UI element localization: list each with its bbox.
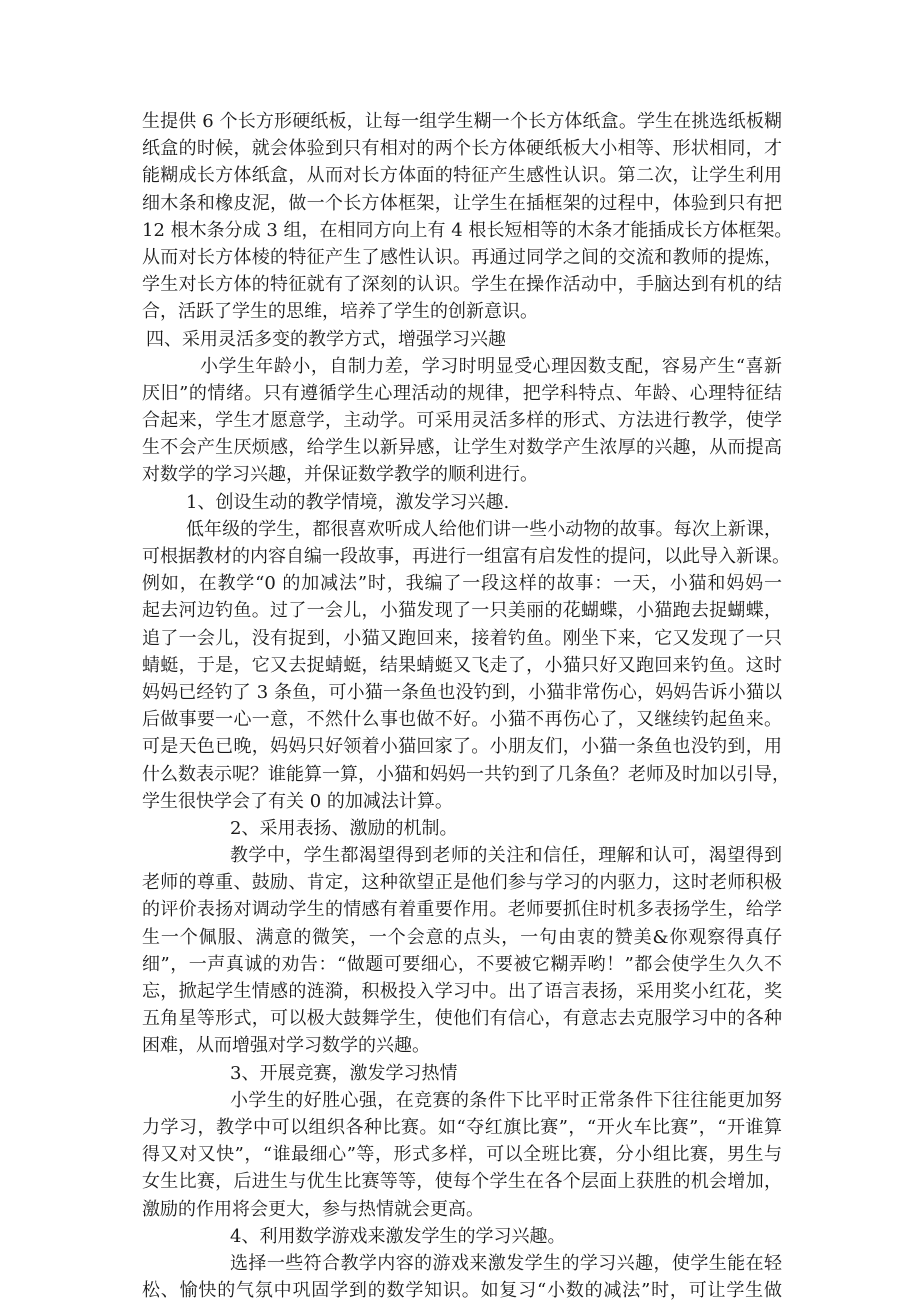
text-line: 细”，一声真诚的劝告：“做题可要细心，不要被它糊弄哟！”都会使学生久久不 [142,953,782,975]
text-line: 对数学的学习兴趣，并保证数学教学的顺利进行。 [142,464,538,486]
text-line: 松、愉快的气氛中巩固学到的数学知识。如复习“小数的减法”时，可让学生做 [142,1280,782,1302]
text-line: 生一个佩服、满意的微笑，一个会意的点头，一句由衷的赞美&你观察得真仔 [142,926,782,948]
text-line: 得又对又快”，“谁最细心”等，形式多样，可以全班比赛，分小组比赛，男生与 [142,1144,782,1166]
subsection-heading: 2、采用表扬、激励的机制。 [230,817,458,839]
text-line: 激励的作用将会更大，参与热情就会更高。 [142,1198,484,1220]
text-line: 生不会产生厌烦感，给学生以新异感，让学生对数学产生浓厚的兴趣，从而提高 [142,437,782,459]
subsection-heading: 1、创设生动的教学情境，激发学习兴趣. [186,491,510,513]
text-line: 合起来，学生才愿意学，主动学。可采用灵活多样的形式、方法进行教学，使学 [142,410,782,432]
text-line: 妈妈已经钓了 3 条鱼，可小猫一条鱼也没钓到，小猫非常伤心，妈妈告诉小猫以 [142,681,782,703]
subsection-heading: 3、开展竞赛，激发学习热情 [230,1062,458,1084]
text-line: 困难，从而增强对学习数学的兴趣。 [142,1035,430,1057]
text-line: 纸盒的时候，就会体验到只有相对的两个长方体硬纸板大小相等、形状相同，才 [142,138,782,160]
text-line: 女生比赛，后进生与优生比赛等等，使每个学生在各个层面上获胜的机会增加， [142,1171,782,1193]
text-line: 合，活跃了学生的思维，培养了学生的创新意识。 [142,301,538,323]
text-line: 追了一会儿，没有捉到，小猫又跑回来，接着钓鱼。刚坐下来，它又发现了一只 [142,627,782,649]
text-line: 小学生的好胜心强，在竞赛的条件下比平时正常条件下往往能更加努 [230,1089,782,1111]
text-line: 可根据教材的内容自编一段故事，再进行一组富有启发性的提问，以此导入新课。 [142,546,790,567]
text-line: 选择一些符合教学内容的游戏来激发学生的学习兴趣，使学生能在轻 [230,1252,782,1274]
text-line: 生提供 6 个长方形硬纸板，让每一组学生糊一个长方体纸盒。学生在挑选纸板糊 [142,111,782,132]
text-line: 的评价表扬对调动学生的情感有着重要作用。老师要抓住时机多表扬学生，给学 [142,899,782,921]
text-line: 厌旧”的情绪。只有遵循学生心理活动的规律，把学科特点、年龄、心理特征结 [142,382,782,404]
text-line: 后做事要一心一意，不然什么事也做不好。小猫不再伤心了，又继续钓起鱼来。 [142,709,782,731]
text-line: 可是天色已晚，妈妈只好领着小猫回家了。小朋友们，小猫一条鱼也没钓到，用 [142,736,782,758]
text-line: 什么数表示呢？谁能算一算，小猫和妈妈一共钓到了几条鱼？老师及时加以引导， [142,763,790,785]
text-line: 能糊成长方体纸盒，从而对长方体面的特征产生感性认识。第二次，让学生利用 [142,165,782,187]
text-line: 教学中，学生都渴望得到老师的关注和信任，理解和认可，渴望得到 [230,845,782,867]
text-line: 细木条和橡皮泥，做一个长方体框架，让学生在插框架的过程中，体验到只有把 [142,192,782,214]
text-line: 小学生年龄小，自制力差，学习时明显受心理因数支配，容易产生“喜新 [200,355,782,377]
text-line: 12 根木条分成 3 组，在相同方向上有 4 根长短相等的木条才能插成长方体框架。 [142,219,793,241]
subsection-heading: 4、利用数学游戏来激发学生的学习兴趣。 [230,1225,566,1247]
text-line: 老师的尊重、鼓励、肯定，这种欲望正是他们参与学习的内驱力，这时老师积极 [142,872,782,894]
document-body [142,108,793,1304]
text-line: 学生对长方体的特征就有了深刻的认识。学生在操作活动中，手脑达到有机的结 [142,274,782,296]
text-line: 起去河边钓鱼。过了一会儿，小猫发现了一只美丽的花蝴蝶，小猫跑去捉蝴蝶， [142,600,782,622]
text-line: 低年级的学生，都很喜欢听成人给他们讲一些小动物的故事。每次上新课， [186,518,782,540]
text-line: 学生很快学会了有关 0 的加减法计算。 [142,790,453,812]
section-heading: 四、采用灵活多变的教学方式，增强学习兴趣 [146,328,506,350]
text-line: 从而对长方体棱的特征产生了感性认识。再通过同学之间的交流和教师的提炼， [142,246,782,268]
text-line: 蜻蜓，于是，它又去捉蜻蜓，结果蜻蜓又飞走了，小猫只好又跑回来钓鱼。这时 [142,654,782,676]
text-line: 忘，掀起学生情感的涟漪，积极投入学习中。出了语言表扬，采用奖小红花，奖 [142,981,782,1002]
text-line: 力学习，教学中可以组织各种比赛。如“夺红旗比赛”，“开火车比赛”，“开谁算 [142,1116,782,1138]
text-line: 例如，在教学“0 的加减法”时，我编了一段这样的故事：一天，小猫和妈妈一 [142,573,782,595]
text-line: 五角星等形式，可以极大鼓舞学生，使他们有信心，有意志去克服学习中的各种 [142,1008,782,1030]
